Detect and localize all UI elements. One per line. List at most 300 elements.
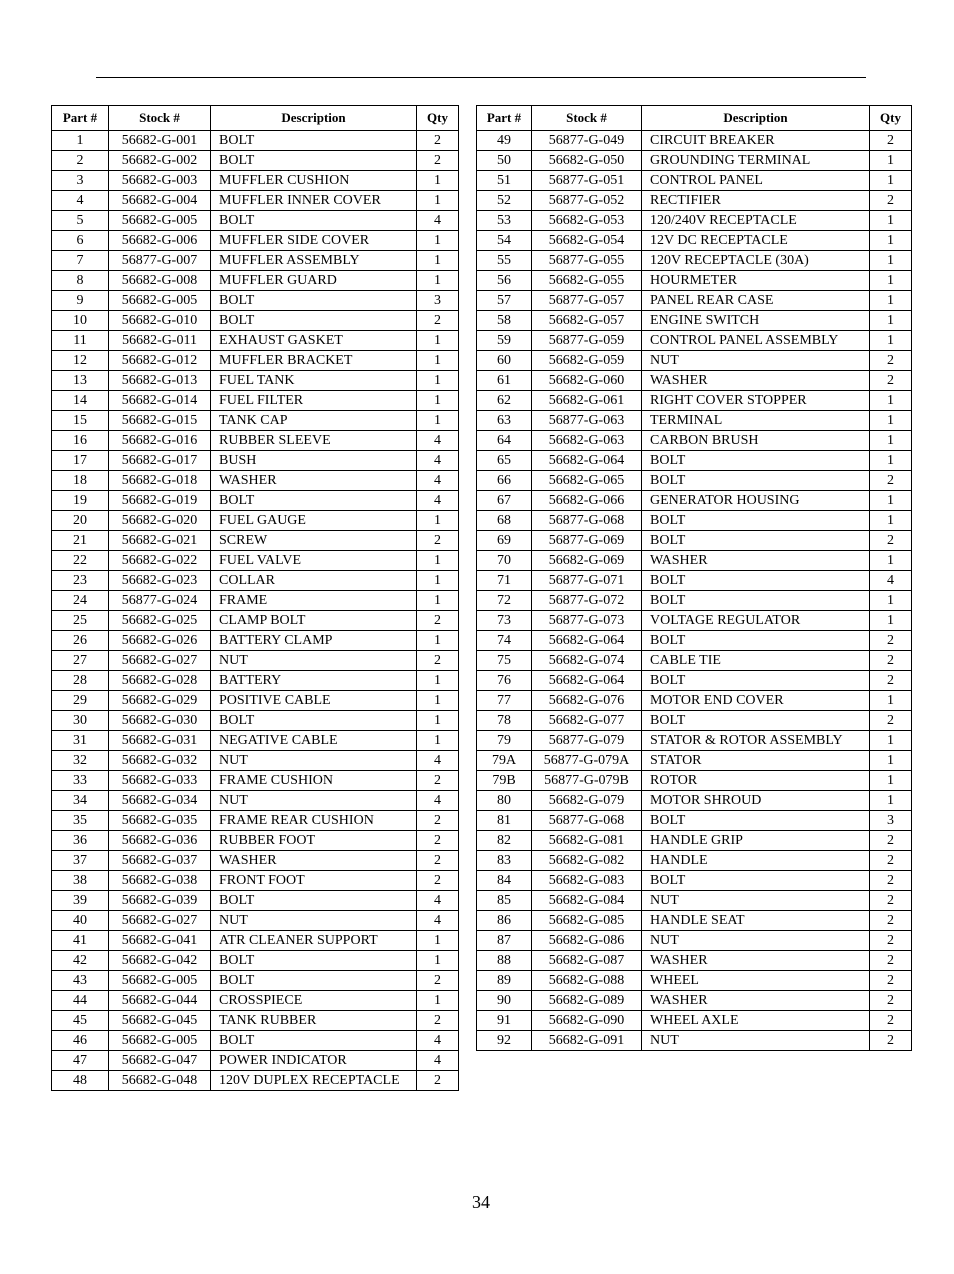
- stock-number-cell: 56682-G-084: [532, 891, 642, 911]
- qty-cell: 4: [417, 431, 459, 451]
- table-row: [477, 171, 912, 191]
- qty-cell: 2: [870, 971, 912, 991]
- stock-number-cell: 56682-G-005: [109, 971, 211, 991]
- qty-cell: 1: [417, 571, 459, 591]
- qty-cell: 1: [870, 271, 912, 291]
- part-number-cell: 55: [477, 251, 532, 271]
- description-cell: HANDLE: [642, 851, 870, 871]
- stock-number-cell: 56682-G-055: [532, 271, 642, 291]
- table-row: [52, 471, 459, 491]
- stock-number-cell: 56682-G-044: [109, 991, 211, 1011]
- part-number-cell: 32: [52, 751, 109, 771]
- table-row: [477, 931, 912, 951]
- table-row: [52, 151, 459, 171]
- description-cell: 120/240V RECEPTACLE: [642, 211, 870, 231]
- description-cell: GROUNDING TERMINAL: [642, 151, 870, 171]
- description-cell: WASHER: [642, 371, 870, 391]
- description-cell: WASHER: [642, 951, 870, 971]
- table-row: [52, 871, 459, 891]
- description-cell: BOLT: [211, 151, 417, 171]
- part-number-cell: 14: [52, 391, 109, 411]
- description-cell: WASHER: [211, 851, 417, 871]
- description-cell: EXHAUST GASKET: [211, 331, 417, 351]
- header-rule: [96, 77, 866, 78]
- description-cell: BOLT: [211, 971, 417, 991]
- stock-number-cell: 56682-G-027: [109, 651, 211, 671]
- description-cell: NEGATIVE CABLE: [211, 731, 417, 751]
- table-row: [477, 1011, 912, 1031]
- stock-number-cell: 56682-G-001: [109, 131, 211, 151]
- part-number-cell: 10: [52, 311, 109, 331]
- part-number-cell: 84: [477, 871, 532, 891]
- table-row: [477, 631, 912, 651]
- qty-cell: 4: [417, 791, 459, 811]
- qty-cell: 1: [870, 751, 912, 771]
- table-row: [52, 511, 459, 531]
- table-row: [477, 611, 912, 631]
- stock-number-cell: 56682-G-027: [109, 911, 211, 931]
- description-cell: BOLT: [642, 711, 870, 731]
- part-number-cell: 86: [477, 911, 532, 931]
- table-row: [52, 671, 459, 691]
- part-number-cell: 7: [52, 251, 109, 271]
- table-row: [52, 491, 459, 511]
- qty-cell: 1: [870, 171, 912, 191]
- part-number-cell: 76: [477, 671, 532, 691]
- qty-cell: 2: [870, 931, 912, 951]
- stock-number-cell: 56682-G-020: [109, 511, 211, 531]
- description-cell: FRONT FOOT: [211, 871, 417, 891]
- description-cell: BOLT: [642, 531, 870, 551]
- table-row: [52, 211, 459, 231]
- qty-cell: 1: [870, 151, 912, 171]
- part-number-cell: 40: [52, 911, 109, 931]
- description-cell: NUT: [642, 931, 870, 951]
- stock-number-cell: 56682-G-016: [109, 431, 211, 451]
- stock-number-cell: 56682-G-031: [109, 731, 211, 751]
- description-cell: BOLT: [211, 711, 417, 731]
- stock-number-cell: 56682-G-045: [109, 1011, 211, 1031]
- stock-number-cell: 56682-G-005: [109, 291, 211, 311]
- qty-cell: 4: [417, 471, 459, 491]
- part-number-cell: 36: [52, 831, 109, 851]
- stock-number-cell: 56682-G-037: [109, 851, 211, 871]
- description-cell: NUT: [642, 891, 870, 911]
- description-cell: POWER INDICATOR: [211, 1051, 417, 1071]
- description-cell: BOLT: [642, 471, 870, 491]
- stock-number-cell: 56682-G-077: [532, 711, 642, 731]
- part-number-cell: 44: [52, 991, 109, 1011]
- part-number-cell: 77: [477, 691, 532, 711]
- part-number-cell: 11: [52, 331, 109, 351]
- stock-number-cell: 56682-G-028: [109, 671, 211, 691]
- part-number-cell: 64: [477, 431, 532, 451]
- table-row: [52, 591, 459, 611]
- table-row: [52, 551, 459, 571]
- stock-number-cell: 56682-G-074: [532, 651, 642, 671]
- qty-cell: 2: [870, 711, 912, 731]
- stock-number-cell: 56682-G-057: [532, 311, 642, 331]
- part-number-cell: 57: [477, 291, 532, 311]
- parts-table-left: [51, 105, 459, 1091]
- table-row: [52, 371, 459, 391]
- stock-number-cell: 56877-G-024: [109, 591, 211, 611]
- description-cell: TANK CAP: [211, 411, 417, 431]
- table-row: [477, 211, 912, 231]
- description-cell: 12V DC RECEPTACLE: [642, 231, 870, 251]
- part-number-cell: 87: [477, 931, 532, 951]
- header-stock-number: Stock #: [109, 106, 211, 131]
- qty-cell: 1: [417, 931, 459, 951]
- description-cell: PANEL REAR CASE: [642, 291, 870, 311]
- part-number-cell: 46: [52, 1031, 109, 1051]
- qty-cell: 2: [870, 1031, 912, 1051]
- stock-number-cell: 56682-G-066: [532, 491, 642, 511]
- description-cell: NUT: [642, 1031, 870, 1051]
- part-number-cell: 21: [52, 531, 109, 551]
- description-cell: BOLT: [211, 311, 417, 331]
- table-row: [477, 371, 912, 391]
- part-number-cell: 71: [477, 571, 532, 591]
- qty-cell: 4: [417, 211, 459, 231]
- stock-number-cell: 56877-G-079B: [532, 771, 642, 791]
- description-cell: MUFFLER ASSEMBLY: [211, 251, 417, 271]
- part-number-cell: 68: [477, 511, 532, 531]
- qty-cell: 1: [870, 211, 912, 231]
- description-cell: HANDLE GRIP: [642, 831, 870, 851]
- stock-number-cell: 56682-G-004: [109, 191, 211, 211]
- description-cell: ENGINE SWITCH: [642, 311, 870, 331]
- part-number-cell: 52: [477, 191, 532, 211]
- part-number-cell: 63: [477, 411, 532, 431]
- description-cell: 120V RECEPTACLE (30A): [642, 251, 870, 271]
- part-number-cell: 90: [477, 991, 532, 1011]
- qty-cell: 2: [870, 891, 912, 911]
- stock-number-cell: 56682-G-017: [109, 451, 211, 471]
- qty-cell: 2: [870, 871, 912, 891]
- stock-number-cell: 56877-G-079A: [532, 751, 642, 771]
- qty-cell: 3: [870, 811, 912, 831]
- description-cell: ROTOR: [642, 771, 870, 791]
- qty-cell: 1: [870, 311, 912, 331]
- qty-cell: 1: [417, 691, 459, 711]
- header-part-number: Part #: [52, 106, 109, 131]
- qty-cell: 1: [870, 511, 912, 531]
- qty-cell: 1: [870, 491, 912, 511]
- stock-number-cell: 56682-G-059: [532, 351, 642, 371]
- table-row: [477, 251, 912, 271]
- stock-number-cell: 56682-G-018: [109, 471, 211, 491]
- description-cell: FUEL VALVE: [211, 551, 417, 571]
- qty-cell: 1: [417, 511, 459, 531]
- description-cell: BOLT: [642, 571, 870, 591]
- qty-cell: 4: [417, 891, 459, 911]
- stock-number-cell: 56682-G-064: [532, 631, 642, 651]
- table-row: [477, 891, 912, 911]
- qty-cell: 1: [417, 191, 459, 211]
- qty-cell: 2: [417, 311, 459, 331]
- part-number-cell: 56: [477, 271, 532, 291]
- table-row: [477, 551, 912, 571]
- qty-cell: 1: [417, 951, 459, 971]
- part-number-cell: 51: [477, 171, 532, 191]
- table-row: [52, 231, 459, 251]
- qty-cell: 2: [417, 1011, 459, 1031]
- qty-cell: 1: [870, 291, 912, 311]
- part-number-cell: 74: [477, 631, 532, 651]
- stock-number-cell: 56682-G-060: [532, 371, 642, 391]
- qty-cell: 2: [417, 831, 459, 851]
- part-number-cell: 91: [477, 1011, 532, 1031]
- qty-cell: 2: [417, 971, 459, 991]
- table-header-row: [52, 106, 459, 131]
- part-number-cell: 15: [52, 411, 109, 431]
- qty-cell: 1: [417, 671, 459, 691]
- description-cell: 120V DUPLEX RECEPTACLE: [211, 1071, 417, 1091]
- table-row: [52, 971, 459, 991]
- part-number-cell: 53: [477, 211, 532, 231]
- description-cell: FUEL FILTER: [211, 391, 417, 411]
- table-row: [477, 731, 912, 751]
- stock-number-cell: 56877-G-049: [532, 131, 642, 151]
- stock-number-cell: 56682-G-061: [532, 391, 642, 411]
- qty-cell: 2: [417, 851, 459, 871]
- qty-cell: 1: [417, 551, 459, 571]
- table-row: [52, 991, 459, 1011]
- stock-number-cell: 56682-G-081: [532, 831, 642, 851]
- description-cell: SCREW: [211, 531, 417, 551]
- qty-cell: 4: [417, 491, 459, 511]
- stock-number-cell: 56682-G-082: [532, 851, 642, 871]
- stock-number-cell: 56682-G-036: [109, 831, 211, 851]
- stock-number-cell: 56682-G-023: [109, 571, 211, 591]
- parts-table-right: [476, 105, 912, 1051]
- table-row: [52, 791, 459, 811]
- table-row: [52, 331, 459, 351]
- description-cell: RIGHT COVER STOPPER: [642, 391, 870, 411]
- qty-cell: 1: [417, 231, 459, 251]
- table-row: [52, 271, 459, 291]
- qty-cell: 1: [870, 331, 912, 351]
- stock-number-cell: 56682-G-005: [109, 1031, 211, 1051]
- part-number-cell: 60: [477, 351, 532, 371]
- qty-cell: 1: [870, 231, 912, 251]
- part-number-cell: 27: [52, 651, 109, 671]
- part-number-cell: 17: [52, 451, 109, 471]
- part-number-cell: 29: [52, 691, 109, 711]
- description-cell: NUT: [211, 751, 417, 771]
- table-row: [477, 491, 912, 511]
- description-cell: BOLT: [642, 511, 870, 531]
- qty-cell: 1: [417, 251, 459, 271]
- stock-number-cell: 56682-G-090: [532, 1011, 642, 1031]
- part-number-cell: 5: [52, 211, 109, 231]
- table-row: [52, 631, 459, 651]
- table-row: [52, 811, 459, 831]
- part-number-cell: 59: [477, 331, 532, 351]
- qty-cell: 1: [417, 711, 459, 731]
- table-row: [477, 351, 912, 371]
- description-cell: BOLT: [642, 591, 870, 611]
- description-cell: CROSSPIECE: [211, 991, 417, 1011]
- table-row: [477, 151, 912, 171]
- description-cell: CLAMP BOLT: [211, 611, 417, 631]
- description-cell: BOLT: [211, 891, 417, 911]
- table-row: [52, 771, 459, 791]
- table-row: [52, 171, 459, 191]
- description-cell: STATOR & ROTOR ASSEMBLY: [642, 731, 870, 751]
- table-row: [477, 531, 912, 551]
- description-cell: STATOR: [642, 751, 870, 771]
- table-row: [52, 251, 459, 271]
- table-row: [52, 611, 459, 631]
- description-cell: BOLT: [642, 451, 870, 471]
- table-row: [477, 451, 912, 471]
- stock-number-cell: 56877-G-069: [532, 531, 642, 551]
- description-cell: BOLT: [211, 291, 417, 311]
- part-number-cell: 18: [52, 471, 109, 491]
- table-row: [477, 671, 912, 691]
- part-number-cell: 22: [52, 551, 109, 571]
- stock-number-cell: 56877-G-073: [532, 611, 642, 631]
- stock-number-cell: 56682-G-063: [532, 431, 642, 451]
- stock-number-cell: 56682-G-026: [109, 631, 211, 651]
- table-row: [477, 691, 912, 711]
- part-number-cell: 82: [477, 831, 532, 851]
- part-number-cell: 73: [477, 611, 532, 631]
- header-stock-number: Stock #: [532, 106, 642, 131]
- stock-number-cell: 56682-G-079: [532, 791, 642, 811]
- qty-cell: 2: [417, 131, 459, 151]
- stock-number-cell: 56682-G-047: [109, 1051, 211, 1071]
- part-number-cell: 81: [477, 811, 532, 831]
- table-row: [52, 951, 459, 971]
- table-row: [52, 391, 459, 411]
- part-number-cell: 23: [52, 571, 109, 591]
- description-cell: FUEL TANK: [211, 371, 417, 391]
- stock-number-cell: 56877-G-063: [532, 411, 642, 431]
- stock-number-cell: 56682-G-032: [109, 751, 211, 771]
- table-row: [52, 731, 459, 751]
- qty-cell: 2: [870, 471, 912, 491]
- stock-number-cell: 56877-G-071: [532, 571, 642, 591]
- description-cell: BOLT: [642, 631, 870, 651]
- part-number-cell: 70: [477, 551, 532, 571]
- part-number-cell: 1: [52, 131, 109, 151]
- stock-number-cell: 56877-G-055: [532, 251, 642, 271]
- stock-number-cell: 56877-G-051: [532, 171, 642, 191]
- part-number-cell: 79: [477, 731, 532, 751]
- stock-number-cell: 56682-G-022: [109, 551, 211, 571]
- description-cell: HANDLE SEAT: [642, 911, 870, 931]
- part-number-cell: 89: [477, 971, 532, 991]
- part-number-cell: 66: [477, 471, 532, 491]
- description-cell: BUSH: [211, 451, 417, 471]
- qty-cell: 1: [417, 171, 459, 191]
- part-number-cell: 25: [52, 611, 109, 631]
- description-cell: POSITIVE CABLE: [211, 691, 417, 711]
- table-row: [477, 791, 912, 811]
- table-row: [52, 411, 459, 431]
- part-number-cell: 42: [52, 951, 109, 971]
- table-row: [477, 871, 912, 891]
- table-row: [477, 311, 912, 331]
- description-cell: MOTOR SHROUD: [642, 791, 870, 811]
- description-cell: CABLE TIE: [642, 651, 870, 671]
- description-cell: WASHER: [642, 991, 870, 1011]
- stock-number-cell: 56877-G-068: [532, 511, 642, 531]
- part-number-cell: 35: [52, 811, 109, 831]
- stock-number-cell: 56877-G-057: [532, 291, 642, 311]
- part-number-cell: 3: [52, 171, 109, 191]
- qty-cell: 2: [417, 1071, 459, 1091]
- stock-number-cell: 56682-G-048: [109, 1071, 211, 1091]
- stock-number-cell: 56682-G-035: [109, 811, 211, 831]
- table-row: [477, 751, 912, 771]
- qty-cell: 4: [417, 911, 459, 931]
- table-row: [52, 911, 459, 931]
- table-row: [52, 1031, 459, 1051]
- qty-cell: 4: [417, 751, 459, 771]
- qty-cell: 1: [870, 551, 912, 571]
- part-number-cell: 45: [52, 1011, 109, 1031]
- qty-cell: 2: [870, 351, 912, 371]
- part-number-cell: 49: [477, 131, 532, 151]
- table-row: [477, 651, 912, 671]
- qty-cell: 2: [870, 651, 912, 671]
- qty-cell: 2: [870, 191, 912, 211]
- stock-number-cell: 56682-G-083: [532, 871, 642, 891]
- qty-cell: 1: [870, 391, 912, 411]
- description-cell: FRAME: [211, 591, 417, 611]
- stock-number-cell: 56682-G-064: [532, 451, 642, 471]
- stock-number-cell: 56682-G-085: [532, 911, 642, 931]
- table-row: [52, 711, 459, 731]
- qty-cell: 1: [870, 251, 912, 271]
- table-row: [52, 1051, 459, 1071]
- table-row: [52, 351, 459, 371]
- description-cell: RECTIFIER: [642, 191, 870, 211]
- description-cell: NUT: [211, 651, 417, 671]
- table-row: [52, 891, 459, 911]
- stock-number-cell: 56682-G-015: [109, 411, 211, 431]
- part-number-cell: 65: [477, 451, 532, 471]
- stock-number-cell: 56682-G-013: [109, 371, 211, 391]
- qty-cell: 1: [417, 331, 459, 351]
- table-row: [477, 991, 912, 1011]
- description-cell: GENERATOR HOUSING: [642, 491, 870, 511]
- part-number-cell: 4: [52, 191, 109, 211]
- qty-cell: 1: [870, 431, 912, 451]
- stock-number-cell: 56682-G-003: [109, 171, 211, 191]
- table-row: [477, 571, 912, 591]
- description-cell: VOLTAGE REGULATOR: [642, 611, 870, 631]
- table-row: [477, 591, 912, 611]
- description-cell: BOLT: [211, 131, 417, 151]
- description-cell: MUFFLER GUARD: [211, 271, 417, 291]
- qty-cell: 2: [417, 771, 459, 791]
- table-row: [52, 311, 459, 331]
- part-number-cell: 19: [52, 491, 109, 511]
- stock-number-cell: 56682-G-012: [109, 351, 211, 371]
- part-number-cell: 92: [477, 1031, 532, 1051]
- description-cell: BOLT: [211, 951, 417, 971]
- stock-number-cell: 56682-G-050: [532, 151, 642, 171]
- description-cell: FUEL GAUGE: [211, 511, 417, 531]
- table-row: [52, 431, 459, 451]
- qty-cell: 1: [870, 691, 912, 711]
- table-row: [477, 231, 912, 251]
